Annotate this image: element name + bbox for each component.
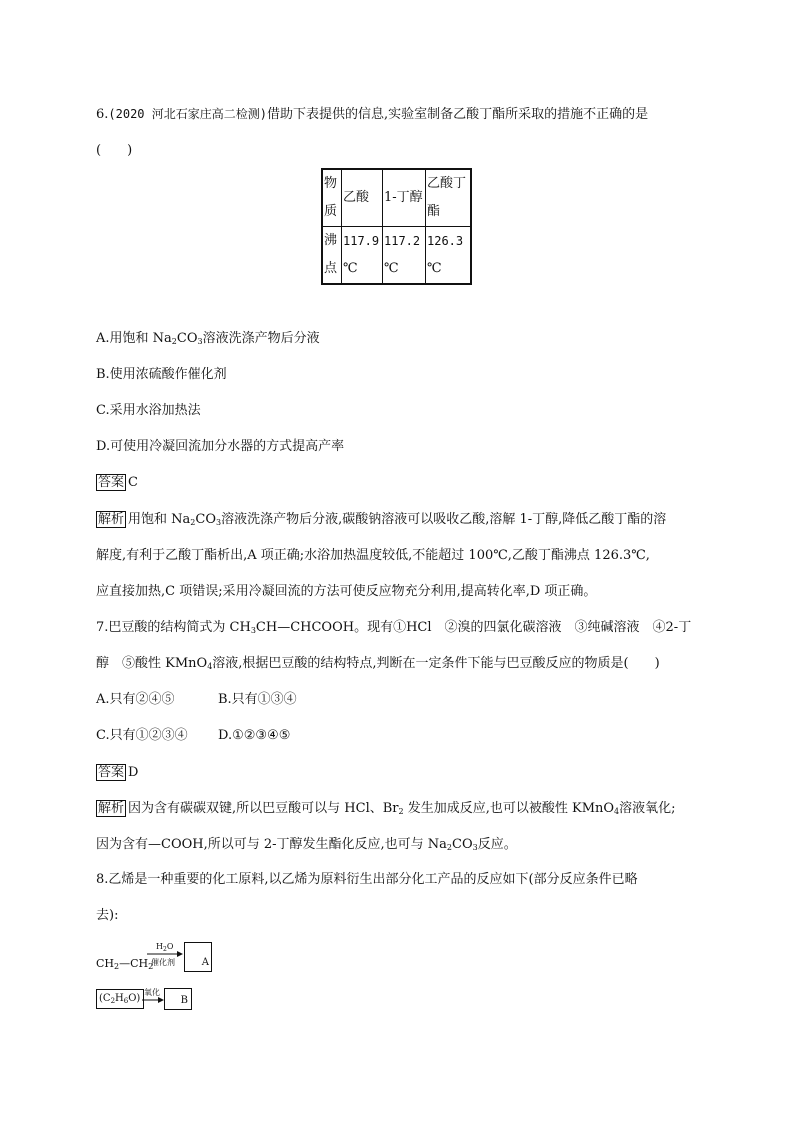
q7-stem-line1: 7.巴豆酸的结构简式为 $CH_3CH—CHCOOH$。现有①HCl ②溴的四氯化碳溶液 ③纯碱溶液 ④2-丁 [96, 620, 692, 635]
condition-catalyst: 催化剂 [151, 958, 175, 967]
table-row [322, 227, 471, 285]
q6-option-d: D.可使用冷凝回流加分水器的方式提高产率 [96, 439, 345, 454]
q7-option-a: A.只有②④⑤ [96, 692, 175, 707]
reaction-arrow-icon [142, 997, 164, 1003]
q7-option-d: D.①②③④⑤ [218, 728, 291, 743]
condition-oxidation: 氧化 [144, 988, 160, 997]
q7-analysis-line2: 因为含有—COOH,所以可与 2-丁醇发生酯化反应,也可与 $Na_2CO_3$反应。 [96, 837, 517, 852]
product-box-a: A [184, 942, 212, 972]
q7-analysis-line1: 解析 因为含有碳碳双键,所以巴豆酸可以与 HCl、$Br_2$ 发生加成反应,也可以被酸性 KMnO$_4$溶液氧化; [98, 801, 676, 816]
table-cell-substance-header: 物 质 [322, 169, 342, 227]
table-cell-bp-header: 沸 点 [322, 227, 342, 285]
q7-option-b: B.只有①③④ [218, 692, 297, 707]
formula-box: $(C_2H_6O)$ [96, 989, 144, 1009]
q7-stem-line2: 醇 ⑤酸性 KMnO$_4$溶液,根据巴豆酸的结构特点,判断在一定条件下能与巴豆酸反应的物质是( ) [96, 656, 660, 671]
answer-label: 答案 [98, 475, 125, 490]
q6-number: 6. [96, 107, 109, 122]
answer-label: 答案 [98, 765, 125, 780]
table-cell-butanol: 1-丁醇 [383, 169, 426, 227]
answer-value: D [128, 765, 139, 780]
table-cell-acetic-acid: 乙酸 [342, 169, 383, 227]
q6-analysis-line3: 应直接加热,C 项错误;采用冷凝回流的方法可使反应物充分利用,提高转化率,D 项正确。 [96, 584, 597, 599]
q6-option-c: C.采用水浴加热法 [96, 403, 201, 418]
q6-stem-line [96, 106, 648, 123]
analysis-label: 解析 [98, 512, 125, 527]
table-row [322, 169, 471, 227]
q6-option-b: B.使用浓硫酸作催化剂 [96, 367, 227, 382]
table-cell-bp-butanol: 117.2 ℃ [383, 227, 426, 285]
q7-option-c: C.只有①②③④ [96, 728, 188, 743]
q8-stem-line1: 8.乙烯是一种重要的化工原料,以乙烯为原料衍生出部分化工产品的反应如下(部分反应条件已略 [96, 872, 638, 887]
q6-analysis-line1: 解析 用饱和 $Na_2CO_3$溶液洗涤产物后分液,碳酸钠溶液可以吸收乙酸,溶解 1-丁醇,降低乙酸丁酯的溶 [98, 512, 667, 527]
table-cell-butyl-acetate: 乙酸丁 酯 [426, 169, 472, 227]
reactant-ethylene: $CH_2—CH_2$ [96, 957, 154, 971]
q6-analysis-line2: 解度,有利于乙酸丁酯析出,A 项正确;水浴加热温度较低,不能超过 100℃,乙酸丁酯沸点 126.3℃, [96, 548, 650, 563]
analysis-label: 解析 [98, 801, 125, 816]
reaction-arrow-icon [147, 951, 183, 957]
q6-option-a: A.用饱和 $Na_2CO_3$溶液洗涤产物后分液 [96, 331, 320, 346]
table-cell-bp-acetic-acid: 117.9 ℃ [342, 227, 383, 285]
q6-stem: 借助下表提供的信息,实验室制备乙酸丁酯所采取的措施不正确的是 [266, 107, 649, 122]
q6-source: (2020 河北石家庄高二检测) [108, 107, 267, 121]
condition-water: $H_2O$ [156, 942, 174, 953]
product-box-b: B [164, 988, 192, 1010]
q6-answer [96, 475, 138, 491]
q6-answer-bracket: ( ) [96, 143, 133, 158]
boiling-point-table [321, 168, 472, 285]
answer-value: C [128, 475, 138, 490]
table-cell-bp-butyl-acetate: 126.3 ℃ [426, 227, 472, 285]
q8-stem-line2: 去): [96, 908, 119, 923]
q7-answer [96, 765, 138, 781]
